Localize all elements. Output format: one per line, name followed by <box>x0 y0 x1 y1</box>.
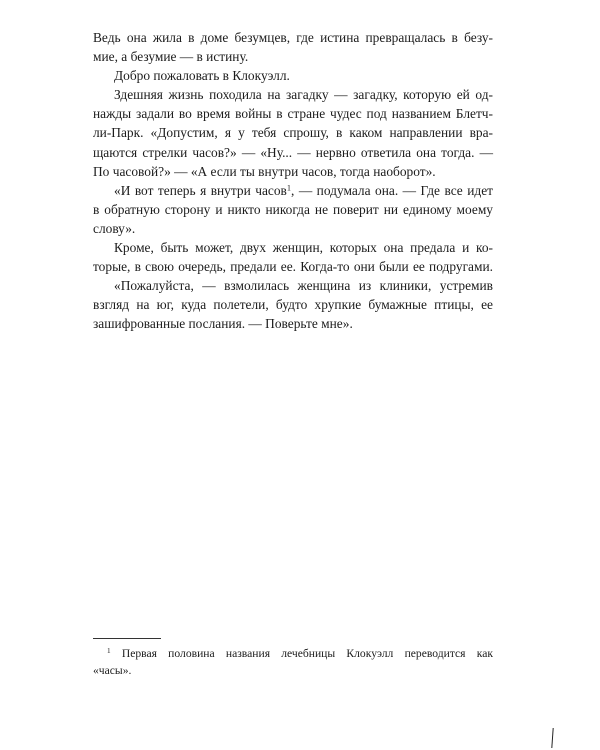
text-line: взгляд на юг, куда полетели, будто хрупкие бумажные птицы, ее <box>93 297 493 313</box>
main-text <box>93 28 493 334</box>
text-line: зашифрованные послания. — Поверьте мне». <box>93 316 353 332</box>
text-line: Кроме, быть может, двух женщин, которых она предала и ко- <box>114 240 493 256</box>
text-line: в обратную сторону и никто никогда не поверит ни единому моему <box>93 201 493 217</box>
footnote-marker: 1 <box>107 647 111 656</box>
text-line: По часовой?» — «А если ты внутри часов, тогда наоборот». <box>93 163 436 179</box>
text-line: слову». <box>93 220 136 236</box>
text-line: «Пожалуйста, — взмолилась женщина из клиники, устремив <box>114 278 493 294</box>
text-fragment: , — подумала она. — Где все идет <box>291 182 493 198</box>
text-line: мие, а безумие — в истину. <box>93 49 249 65</box>
footnote-line <box>93 645 493 662</box>
text-line: Ведь она жила в доме безумцев, где истина превращалась в безу- <box>93 30 493 45</box>
text-line: нажды задали во время войны в стране чудес под названием Блетч- <box>93 106 493 122</box>
footnote-divider <box>93 638 161 639</box>
text-line-with-footnote-ref <box>93 181 493 200</box>
text-fragment: «И вот теперь я внутри часов <box>114 182 287 198</box>
text-line: Здешняя жизнь походила на загадку — загадку, которую ей од- <box>114 87 493 103</box>
footnote-text: Первая половина названия лечебницы Клокуэлл переводится как <box>110 647 493 660</box>
text-line: Добро пожаловать в Клокуэлл. <box>114 68 290 84</box>
footnote-line: «часы». <box>93 664 132 677</box>
text-line: торые, в свою очередь, предали ее. Когда-то они были ее подругами. <box>93 259 493 275</box>
page-edge-mark <box>551 728 553 748</box>
footnote <box>93 645 493 679</box>
footnote-reference: 1 <box>286 183 292 193</box>
text-line: щаются стрелки часов?» — «Ну... — нервно ответила она тогда. — <box>93 144 493 160</box>
text-line: ли-Парк. «Допустим, я у тебя спрошу, в каком направлении вра- <box>93 125 493 141</box>
